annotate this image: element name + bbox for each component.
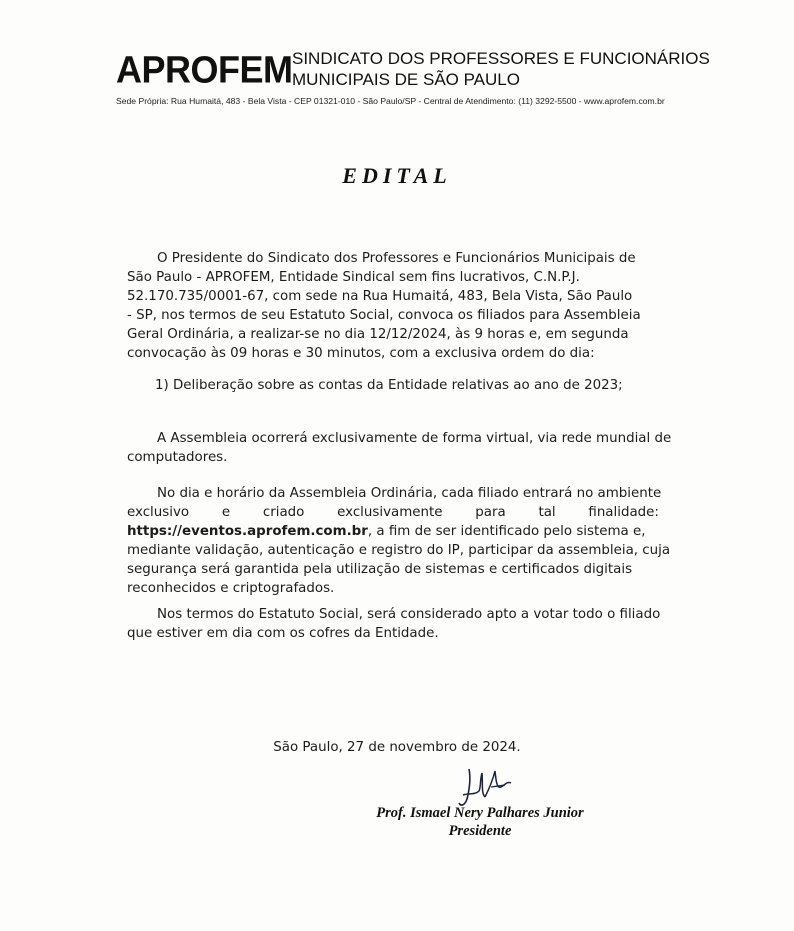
paragraph-line: O Presidente do Sindicato dos Professores e Funcionários Municipais de (157, 251, 636, 266)
virtual-meeting-paragraph (127, 429, 672, 467)
voting-eligibility-paragraph (127, 605, 659, 643)
paragraph-line: São Paulo - APROFEM, Entidade Sindical sem fins lucrativos, C.N.P.J. (127, 270, 580, 285)
word: e (221, 505, 231, 520)
paragraph-line: computadores. (127, 450, 228, 465)
url-line-rest: , a fim de ser identificado pelo sistema e, (367, 524, 646, 539)
word: tal (538, 505, 556, 520)
org-name-line2: MUNICIPAIS DE SÃO PAULO (292, 70, 520, 89)
paragraph-line: reconhecidos e criptografados. (127, 581, 335, 596)
paragraph-line: mediante validação, autenticação e registro do IP, participar da assembleia, cuja (127, 543, 671, 558)
paragraph-line: convocação às 09 horas e 30 minutos, com a exclusiva ordem do dia: (127, 346, 595, 361)
convocation-paragraph (127, 249, 659, 363)
paragraph-line: segurança será garantida pela utilização de sistemas e certificados digitais (127, 562, 633, 577)
word: finalidade: (588, 505, 659, 520)
paragraph-line: 52.170.735/0001-67, com sede na Rua Humaitá, 483, Bela Vista, São Paulo (127, 289, 633, 304)
paragraph-line: - SP, nos termos de seu Estatuto Social, convoca os filiados para Assembleia (127, 308, 641, 323)
paragraph-line: que estiver em dia com os cofres da Entidade. (127, 626, 439, 641)
paragraph-line: Geral Ordinária, a realizar-se no dia 12/12/2024, às 9 horas e, em segunda (127, 327, 629, 342)
signatory-name: Prof. Ismael Nery Palhares Junior (376, 805, 584, 821)
paragraph-line-justified (127, 503, 659, 522)
aprofem-logo: APROFEM (116, 48, 293, 92)
paragraph-line: A Assembleia ocorrerá exclusivamente de forma virtual, via rede mundial de (157, 431, 672, 446)
access-instructions-paragraph (127, 484, 671, 598)
event-url-link[interactable]: https://eventos.aprofem.com.br (127, 524, 368, 539)
word: criado (262, 505, 305, 520)
paragraph-line (127, 522, 659, 541)
agenda-item-text: 1) Deliberação sobre as contas da Entidade relativas ao ano de 2023; (155, 378, 623, 393)
agenda-item (155, 376, 675, 395)
word: exclusivo (127, 505, 190, 520)
letterhead-address: Sede Própria: Rua Humaitá, 483 - Bela Vista - CEP 01321-010 - São Paulo/SP - Central de Atendimento: (11) 3292-5500 - www.aprofem.com.br (116, 96, 665, 106)
word: para (475, 505, 506, 520)
org-name-line1: SINDICATO DOS PROFESSORES E FUNCIONÁRIOS (292, 49, 710, 68)
place-and-date: São Paulo, 27 de novembro de 2024. (273, 740, 521, 755)
paragraph-line: Nos termos do Estatuto Social, será considerado apto a votar todo o filiado (157, 607, 661, 622)
paragraph-line: No dia e horário da Assembleia Ordinária, cada filiado entrará no ambiente (157, 486, 662, 501)
signatory-role: Presidente (448, 823, 512, 839)
document-title: EDITAL (342, 163, 452, 188)
word: exclusivamente (337, 505, 443, 520)
